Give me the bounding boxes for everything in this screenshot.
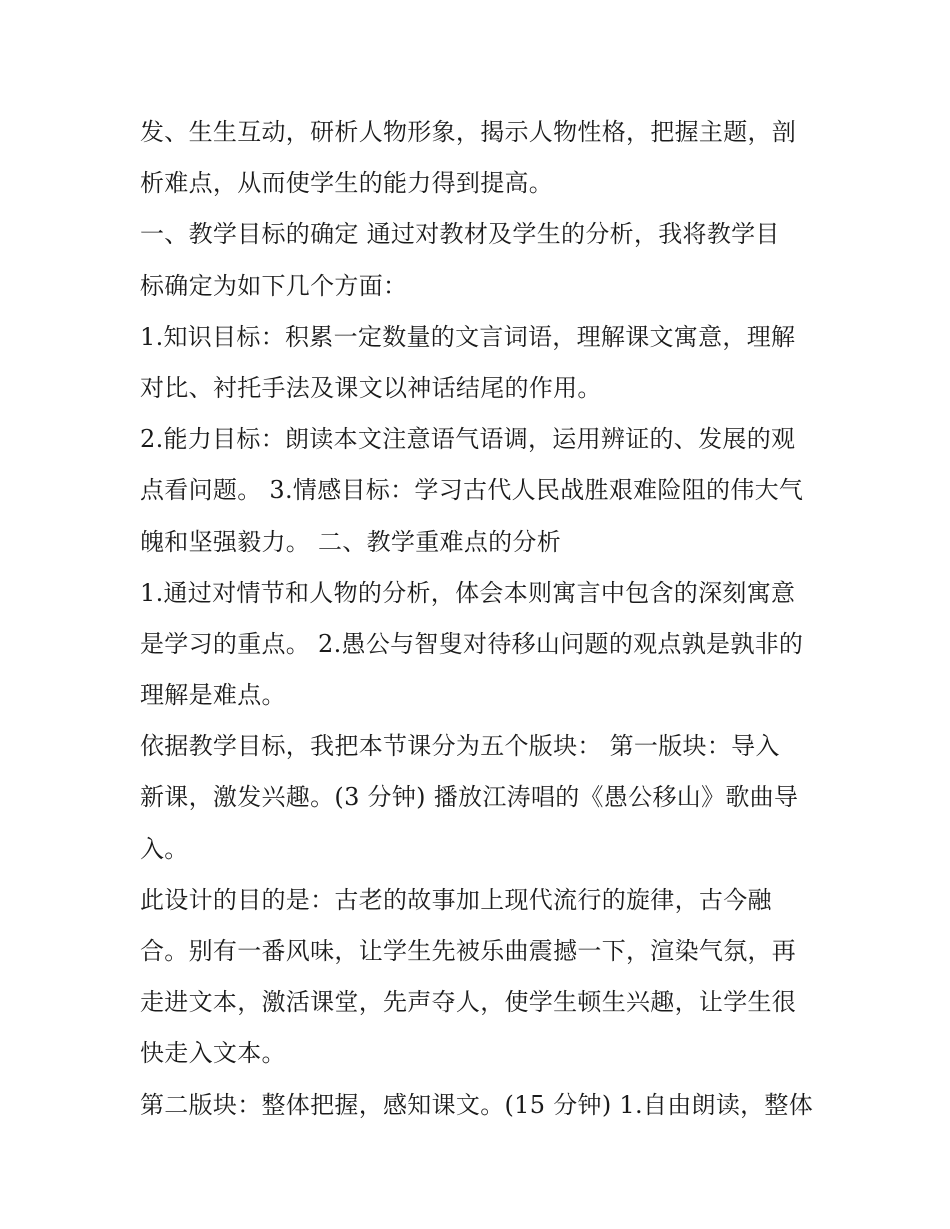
text-line: 发、生生互动，研析人物形象，揭示人物性格，把握主题，剖 (140, 118, 797, 146)
text-line: 1.通过对情节和人物的分析，体会本则寓言中包含的深刻寓意 (140, 578, 796, 607)
text-line: 一、教学目标的确定 通过对教材及学生的分析，我将教学目 (140, 220, 780, 249)
text-line: 依据教学目标，我把本节课分为五个版块： 第一版块：导入 (140, 732, 780, 761)
text-line: 走进文本，激活课堂，先声夺人，使学生顿生兴趣，让学生很 (140, 988, 797, 1017)
text-line: 第二版块：整体把握，感知课文。(15 分钟) 1.自由朗读，整体 (140, 1090, 814, 1119)
document-body (140, 107, 830, 1131)
text-line: 对比、衬托手法及课文以神话结尾的作用。 (140, 373, 602, 402)
text-line: 此设计的目的是：古老的故事加上现代流行的旋律，古今融 (140, 885, 772, 914)
text-line: 析难点，从而使学生的能力得到提高。 (140, 169, 554, 198)
text-line: 是学习的重点。 2.愚公与智叟对待移山问题的观点孰是孰非的 (140, 629, 804, 658)
text-line: 快走入文本。 (140, 1039, 286, 1068)
text-line: 理解是难点。 (140, 681, 286, 710)
text-line: 魄和坚强毅力。 二、教学重难点的分析 (140, 527, 562, 556)
text-line: 点看问题。 3.情感目标：学习古代人民战胜艰难险阻的伟大气 (140, 476, 804, 505)
text-line: 标确定为如下几个方面： (140, 271, 408, 300)
text-line: 合。别有一番风味，让学生先被乐曲震撼一下，渲染气氛，再 (140, 937, 797, 965)
text-line: 入。 (140, 834, 189, 863)
text-line: 新课，激发兴趣。(3 分钟) 播放江涛唱的《愚公移山》歌曲导 (140, 783, 799, 812)
text-line: 1.知识目标：积累一定数量的文言词语，理解课文寓意，理解 (140, 322, 796, 351)
text-line: 2.能力目标：朗读本文注意语气语调，运用辨证的、发展的观 (140, 425, 796, 454)
